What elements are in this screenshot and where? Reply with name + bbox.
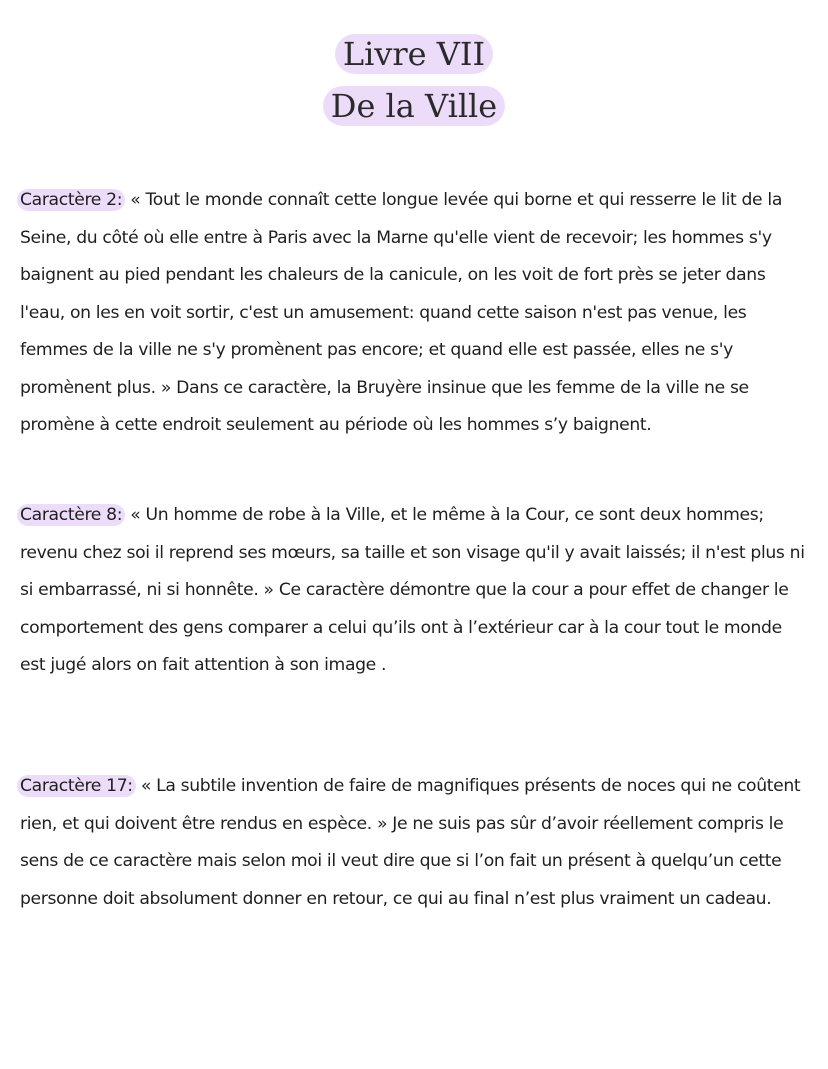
paragraph-caractere-2 <box>20 182 810 445</box>
text-caractere-2: « Tout le monde connaît cette longue levée qui borne et qui resserre le lit de la Seine, du côté où elle entre à Paris avec la Marne qu'elle vient de recevoir; les hommes s'y baignent au pied pendant les chaleurs de la canicule, on les voit de fort près se jeter dans l'eau, on les en voit sortir, c'est un amusement: quand cette saison n'est pas venue, les femmes de la ville ne s'y promènent pas encore; et quand elle est passée, elles ne s'y promènent plus. » Dans ce caractère, la Bruyère insinue que les femme de la ville ne se promène à cette endroit seulement au période où les hommes s’y baignent. <box>20 190 782 435</box>
paragraph-caractere-8 <box>20 497 810 685</box>
text-caractere-8: « Un homme de robe à la Ville, et le même à la Cour, ce sont deux hommes; revenu chez soi il reprend ses mœurs, sa taille et son visage qu'il y avait laissés; il n'est plus ni si embarrassé, ni si honnête. » Ce caractère démontre que la cour a pour effet de changer le comportement des gens comparer a celui qu’ils ont à l’extérieur car à la cour tout le monde est jugé alors on fait attention à son image . <box>20 505 805 675</box>
title-ville: De la Ville <box>323 86 505 126</box>
title-line-1 <box>0 34 828 74</box>
title-livre: Livre VII <box>335 34 493 74</box>
label-caractere-2: Caractère 2: <box>17 189 125 211</box>
paragraph-caractere-17 <box>20 768 810 918</box>
label-caractere-17: Caractère 17: <box>17 775 136 797</box>
text-caractere-17: « La subtile invention de faire de magnifiques présents de noces qui ne coûtent rien, et qui doivent être rendus en espèce. » Je ne suis pas sûr d’avoir réellement compris le sens de ce caractère mais selon moi il veut dire que si l’on fait un présent à quelqu’un cette personne doit absolument donner en retour, ce qui au final n’est plus vraiment un cadeau. <box>20 776 801 909</box>
title-line-2 <box>0 86 828 126</box>
label-caractere-8: Caractère 8: <box>17 504 125 526</box>
